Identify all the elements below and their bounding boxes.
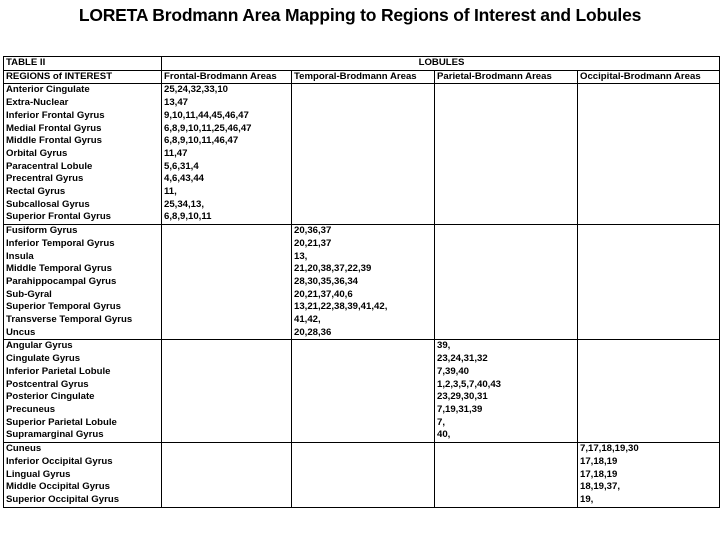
empty-cell bbox=[162, 289, 292, 302]
table-row bbox=[4, 391, 720, 404]
empty-cell bbox=[435, 238, 578, 251]
table-row bbox=[4, 84, 720, 97]
table-row bbox=[4, 443, 720, 456]
empty-cell bbox=[435, 123, 578, 136]
brodmann-areas-cell: 11,47 bbox=[162, 148, 292, 161]
brodmann-areas-cell: 23,24,31,32 bbox=[435, 353, 578, 366]
empty-cell bbox=[435, 225, 578, 238]
region-cell: Precuneus bbox=[4, 404, 162, 417]
region-cell: Middle Frontal Gyrus bbox=[4, 135, 162, 148]
column-header-temporal: Temporal-Brodmann Areas bbox=[292, 70, 435, 84]
lobules-header: LOBULES bbox=[162, 57, 720, 71]
empty-cell bbox=[578, 314, 720, 327]
empty-cell bbox=[292, 391, 435, 404]
empty-cell bbox=[162, 225, 292, 238]
table-row bbox=[4, 173, 720, 186]
table-row bbox=[4, 469, 720, 482]
empty-cell bbox=[292, 443, 435, 456]
region-cell: Posterior Cingulate bbox=[4, 391, 162, 404]
empty-cell bbox=[292, 199, 435, 212]
table-row bbox=[4, 327, 720, 340]
region-cell: Uncus bbox=[4, 327, 162, 340]
region-cell: Inferior Parietal Lobule bbox=[4, 366, 162, 379]
table-row bbox=[4, 340, 720, 353]
empty-cell bbox=[162, 340, 292, 353]
empty-cell bbox=[162, 327, 292, 340]
empty-cell bbox=[435, 97, 578, 110]
empty-cell bbox=[578, 161, 720, 174]
empty-cell bbox=[578, 84, 720, 97]
empty-cell bbox=[162, 481, 292, 494]
region-cell: Insula bbox=[4, 251, 162, 264]
region-cell: Supramarginal Gyrus bbox=[4, 429, 162, 442]
empty-cell bbox=[435, 327, 578, 340]
empty-cell bbox=[578, 391, 720, 404]
table-row bbox=[4, 276, 720, 289]
empty-cell bbox=[162, 443, 292, 456]
region-cell: Sub-Gyral bbox=[4, 289, 162, 302]
region-cell: Paracentral Lobule bbox=[4, 161, 162, 174]
empty-cell bbox=[578, 199, 720, 212]
empty-cell bbox=[435, 211, 578, 224]
region-cell: Cingulate Gyrus bbox=[4, 353, 162, 366]
empty-cell bbox=[578, 123, 720, 136]
brodmann-areas-cell: 5,6,31,4 bbox=[162, 161, 292, 174]
region-cell: Medial Frontal Gyrus bbox=[4, 123, 162, 136]
table-label-row bbox=[4, 57, 720, 71]
brodmann-areas-cell: 6,8,9,10,11 bbox=[162, 211, 292, 224]
empty-cell bbox=[435, 135, 578, 148]
empty-cell bbox=[292, 211, 435, 224]
region-cell: Superior Occipital Gyrus bbox=[4, 494, 162, 507]
empty-cell bbox=[292, 110, 435, 123]
empty-cell bbox=[292, 123, 435, 136]
empty-cell bbox=[162, 314, 292, 327]
empty-cell bbox=[435, 263, 578, 276]
empty-cell bbox=[578, 186, 720, 199]
empty-cell bbox=[162, 391, 292, 404]
region-cell: Parahippocampal Gyrus bbox=[4, 276, 162, 289]
empty-cell bbox=[292, 481, 435, 494]
region-cell: Rectal Gyrus bbox=[4, 186, 162, 199]
empty-cell bbox=[578, 110, 720, 123]
table-row bbox=[4, 481, 720, 494]
brodmann-areas-cell: 41,42, bbox=[292, 314, 435, 327]
brodmann-areas-cell: 20,21,37 bbox=[292, 238, 435, 251]
table-row bbox=[4, 238, 720, 251]
empty-cell bbox=[435, 494, 578, 507]
empty-cell bbox=[435, 276, 578, 289]
table-row bbox=[4, 404, 720, 417]
empty-cell bbox=[435, 84, 578, 97]
table-row bbox=[4, 289, 720, 302]
empty-cell bbox=[292, 417, 435, 430]
empty-cell bbox=[162, 417, 292, 430]
empty-cell bbox=[578, 238, 720, 251]
brodmann-areas-cell: 6,8,9,10,11,25,46,47 bbox=[162, 123, 292, 136]
empty-cell bbox=[162, 469, 292, 482]
empty-cell bbox=[162, 276, 292, 289]
brodmann-areas-cell: 7,39,40 bbox=[435, 366, 578, 379]
table-row bbox=[4, 161, 720, 174]
table-row bbox=[4, 263, 720, 276]
empty-cell bbox=[435, 289, 578, 302]
empty-cell bbox=[292, 161, 435, 174]
empty-cell bbox=[578, 276, 720, 289]
table-row bbox=[4, 135, 720, 148]
brodmann-areas-cell: 25,34,13, bbox=[162, 199, 292, 212]
page-title: LORETA Brodmann Area Mapping to Regions of Interest and Lobules bbox=[78, 5, 642, 25]
region-cell: Anterior Cingulate bbox=[4, 84, 162, 97]
empty-cell bbox=[578, 404, 720, 417]
empty-cell bbox=[578, 135, 720, 148]
empty-cell bbox=[435, 314, 578, 327]
region-cell: Lingual Gyrus bbox=[4, 469, 162, 482]
empty-cell bbox=[162, 379, 292, 392]
empty-cell bbox=[292, 429, 435, 442]
table-row bbox=[4, 199, 720, 212]
empty-cell bbox=[162, 366, 292, 379]
table-row bbox=[4, 251, 720, 264]
brodmann-table bbox=[3, 56, 720, 508]
empty-cell bbox=[162, 456, 292, 469]
empty-cell bbox=[292, 148, 435, 161]
brodmann-areas-cell: 39, bbox=[435, 340, 578, 353]
empty-cell bbox=[292, 97, 435, 110]
empty-cell bbox=[578, 429, 720, 442]
brodmann-areas-cell: 40, bbox=[435, 429, 578, 442]
region-cell: Precentral Gyrus bbox=[4, 173, 162, 186]
table-label: TABLE II bbox=[4, 57, 162, 71]
empty-cell bbox=[435, 161, 578, 174]
region-cell: Fusiform Gyrus bbox=[4, 225, 162, 238]
table-row bbox=[4, 494, 720, 507]
column-header-occipital: Occipital-Brodmann Areas bbox=[578, 70, 720, 84]
brodmann-areas-cell: 13,21,22,38,39,41,42, bbox=[292, 301, 435, 314]
empty-cell bbox=[578, 366, 720, 379]
brodmann-areas-cell: 13,47 bbox=[162, 97, 292, 110]
region-cell: Middle Temporal Gyrus bbox=[4, 263, 162, 276]
brodmann-areas-cell: 20,21,37,40,6 bbox=[292, 289, 435, 302]
empty-cell bbox=[578, 289, 720, 302]
empty-cell bbox=[578, 353, 720, 366]
empty-cell bbox=[292, 469, 435, 482]
brodmann-areas-cell: 11, bbox=[162, 186, 292, 199]
empty-cell bbox=[578, 301, 720, 314]
brodmann-areas-cell: 9,10,11,44,45,46,47 bbox=[162, 110, 292, 123]
table-row bbox=[4, 97, 720, 110]
region-cell: Inferior Temporal Gyrus bbox=[4, 238, 162, 251]
region-cell: Superior Temporal Gyrus bbox=[4, 301, 162, 314]
empty-cell bbox=[578, 97, 720, 110]
empty-cell bbox=[578, 251, 720, 264]
region-cell: Inferior Frontal Gyrus bbox=[4, 110, 162, 123]
brodmann-areas-cell: 21,20,38,37,22,39 bbox=[292, 263, 435, 276]
region-cell: Cuneus bbox=[4, 443, 162, 456]
column-header-frontal: Frontal-Brodmann Areas bbox=[162, 70, 292, 84]
empty-cell bbox=[292, 366, 435, 379]
empty-cell bbox=[292, 186, 435, 199]
empty-cell bbox=[162, 429, 292, 442]
region-cell: Superior Frontal Gyrus bbox=[4, 211, 162, 224]
table-row bbox=[4, 123, 720, 136]
empty-cell bbox=[435, 481, 578, 494]
empty-cell bbox=[292, 379, 435, 392]
empty-cell bbox=[435, 110, 578, 123]
empty-cell bbox=[292, 353, 435, 366]
region-cell: Subcallosal Gyrus bbox=[4, 199, 162, 212]
brodmann-areas-cell: 4,6,43,44 bbox=[162, 173, 292, 186]
column-header-row bbox=[4, 70, 720, 84]
brodmann-areas-cell: 17,18,19 bbox=[578, 456, 720, 469]
empty-cell bbox=[292, 404, 435, 417]
table-row bbox=[4, 301, 720, 314]
region-cell: Inferior Occipital Gyrus bbox=[4, 456, 162, 469]
table-row bbox=[4, 366, 720, 379]
empty-cell bbox=[292, 340, 435, 353]
empty-cell bbox=[292, 135, 435, 148]
empty-cell bbox=[435, 443, 578, 456]
empty-cell bbox=[578, 148, 720, 161]
table-row bbox=[4, 314, 720, 327]
region-cell: Angular Gyrus bbox=[4, 340, 162, 353]
brodmann-areas-cell: 18,19,37, bbox=[578, 481, 720, 494]
table-row bbox=[4, 186, 720, 199]
column-header-parietal: Parietal-Brodmann Areas bbox=[435, 70, 578, 84]
brodmann-areas-cell: 7,19,31,39 bbox=[435, 404, 578, 417]
table-row bbox=[4, 211, 720, 224]
region-cell: Superior Parietal Lobule bbox=[4, 417, 162, 430]
region-cell: Extra-Nuclear bbox=[4, 97, 162, 110]
roi-header: REGIONS of INTEREST bbox=[4, 70, 162, 84]
empty-cell bbox=[162, 404, 292, 417]
table-row bbox=[4, 110, 720, 123]
empty-cell bbox=[578, 379, 720, 392]
empty-cell bbox=[578, 173, 720, 186]
empty-cell bbox=[578, 211, 720, 224]
empty-cell bbox=[578, 340, 720, 353]
table-row bbox=[4, 353, 720, 366]
empty-cell bbox=[292, 456, 435, 469]
empty-cell bbox=[435, 301, 578, 314]
empty-cell bbox=[435, 469, 578, 482]
brodmann-areas-cell: 13, bbox=[292, 251, 435, 264]
empty-cell bbox=[578, 327, 720, 340]
table-row bbox=[4, 225, 720, 238]
brodmann-areas-cell: 17,18,19 bbox=[578, 469, 720, 482]
brodmann-areas-cell: 7, bbox=[435, 417, 578, 430]
brodmann-areas-cell: 20,28,36 bbox=[292, 327, 435, 340]
empty-cell bbox=[162, 301, 292, 314]
empty-cell bbox=[435, 173, 578, 186]
brodmann-areas-cell: 25,24,32,33,10 bbox=[162, 84, 292, 97]
empty-cell bbox=[292, 173, 435, 186]
empty-cell bbox=[162, 494, 292, 507]
empty-cell bbox=[435, 251, 578, 264]
region-cell: Transverse Temporal Gyrus bbox=[4, 314, 162, 327]
empty-cell bbox=[435, 186, 578, 199]
table-row bbox=[4, 417, 720, 430]
empty-cell bbox=[162, 353, 292, 366]
empty-cell bbox=[292, 494, 435, 507]
table-body bbox=[4, 84, 720, 507]
empty-cell bbox=[292, 84, 435, 97]
brodmann-areas-cell: 23,29,30,31 bbox=[435, 391, 578, 404]
empty-cell bbox=[578, 417, 720, 430]
region-cell: Orbital Gyrus bbox=[4, 148, 162, 161]
empty-cell bbox=[435, 456, 578, 469]
table-row bbox=[4, 148, 720, 161]
empty-cell bbox=[578, 225, 720, 238]
table-row bbox=[4, 456, 720, 469]
brodmann-areas-cell: 7,17,18,19,30 bbox=[578, 443, 720, 456]
brodmann-areas-cell: 19, bbox=[578, 494, 720, 507]
empty-cell bbox=[578, 263, 720, 276]
region-cell: Postcentral Gyrus bbox=[4, 379, 162, 392]
empty-cell bbox=[435, 199, 578, 212]
brodmann-areas-cell: 6,8,9,10,11,46,47 bbox=[162, 135, 292, 148]
table-row bbox=[4, 379, 720, 392]
empty-cell bbox=[435, 148, 578, 161]
brodmann-areas-cell: 1,2,3,5,7,40,43 bbox=[435, 379, 578, 392]
empty-cell bbox=[162, 238, 292, 251]
brodmann-areas-cell: 20,36,37 bbox=[292, 225, 435, 238]
table-row bbox=[4, 429, 720, 442]
empty-cell bbox=[162, 263, 292, 276]
empty-cell bbox=[162, 251, 292, 264]
region-cell: Middle Occipital Gyrus bbox=[4, 481, 162, 494]
brodmann-areas-cell: 28,30,35,36,34 bbox=[292, 276, 435, 289]
